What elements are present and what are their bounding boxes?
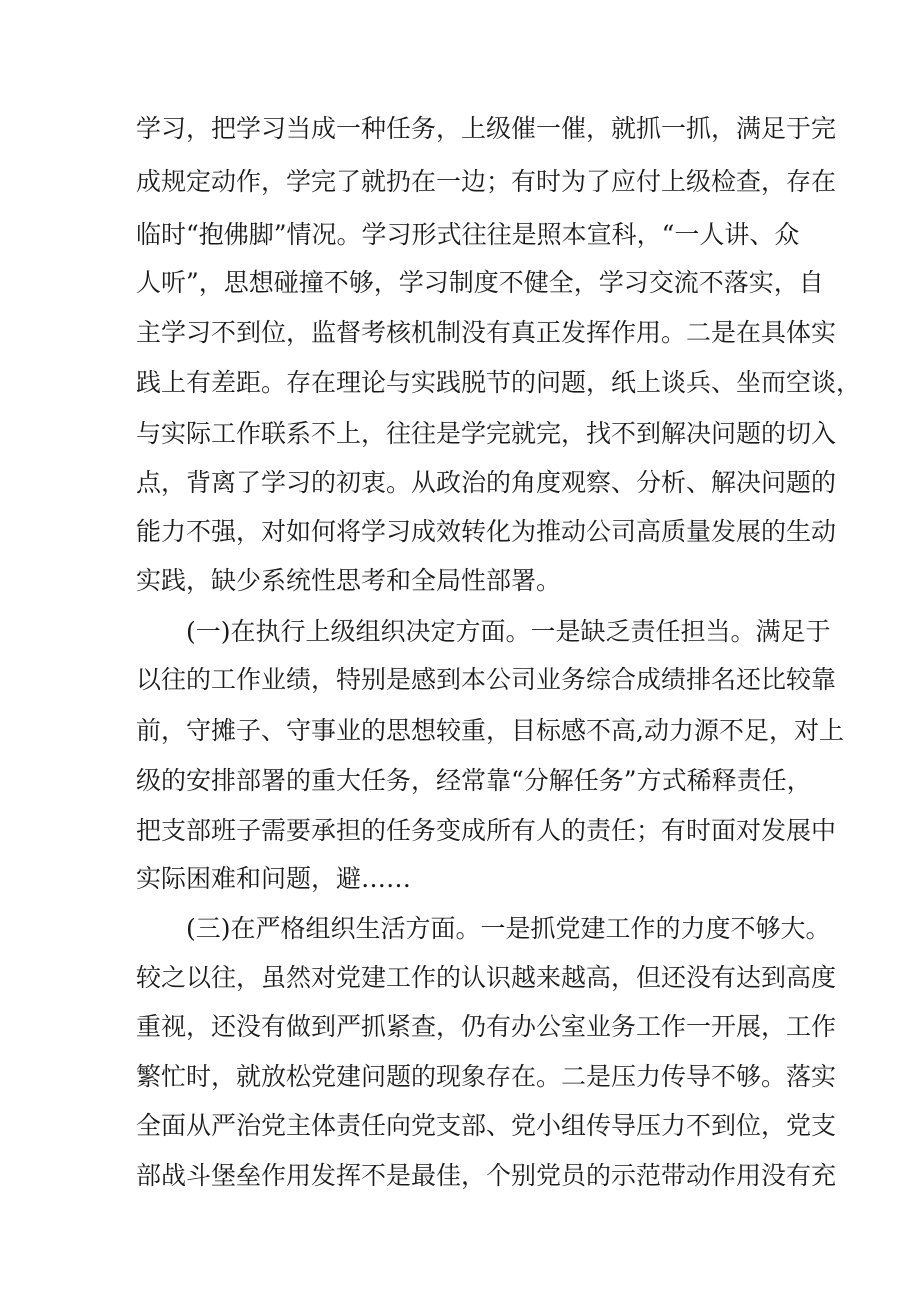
paragraph-1-line-9: 能力不强，对如何将学习成效转化为推动公司高质量发展的生动 (136, 517, 837, 546)
paragraph-1-line-2: 成规定动作，学完了就扔在一边；有时为了应付上级检查，存在 (136, 167, 837, 196)
paragraph-1-line-6: 践上有差距。存在理论与实践脱节的问题，纸上谈兵、坐而空谈， (136, 368, 862, 397)
paragraph-3-line-4: 繁忙时，就放松党建问题的现象存在。二是压力传导不够。落实 (136, 1062, 837, 1091)
paragraph-1-line-10: 实践，缺少系统性思考和全局性部署。 (136, 566, 562, 595)
paragraph-2-line-4: 级的安排部署的重大任务，经常靠“分解任务”方式稀释责任， (136, 766, 812, 795)
paragraph-3-line-2: 较之以往，虽然对党建工作的认识越来越高，但还没有达到高度 (136, 963, 837, 992)
paragraph-1-line-5: 主学习不到位，监督考核机制没有真正发挥作用。二是在具体实 (136, 318, 837, 347)
paragraph-3-line-3: 重视，还没有做到严抓紧查，仍有办公室业务工作一开展，工作 (136, 1012, 837, 1041)
paragraph-3-line-1: (三)在严格组织生活方面。一是抓党建工作的力度不够大。 (186, 914, 831, 943)
paragraph-2-line-6: 实际困难和问题，避…… (136, 864, 412, 893)
paragraph-2-line-1: (一)在执行上级组织决定方面。一是缺乏责任担当。满足于 (186, 617, 831, 646)
paragraph-1-line-3: 临时“抱佛脚”情况。学习形式往往是照本宣科，“一人讲、众 (136, 220, 800, 249)
paragraph-2-line-5: 把支部班子需要承担的任务变成所有人的责任；有时面对发展中 (136, 816, 837, 845)
paragraph-2-line-2: 以往的工作业绩，特别是感到本公司业务综合成绩排名还比较靠 (136, 665, 837, 694)
paragraph-1-line-4: 人听”，思想碰撞不够，学习制度不健全，学习交流不落实，自 (136, 268, 824, 297)
paragraph-2-line-3: 前，守摊子、守事业的思想较重，目标感不高,动力源不足，对上 (136, 716, 844, 745)
paragraph-3-line-6: 部战斗堡垒作用发挥不是最佳，个别党员的示范带动作用没有充 (136, 1161, 837, 1190)
paragraph-1-line-8: 点，背离了学习的初衷。从政治的角度观察、分析、解决问题的 (136, 468, 837, 497)
paragraph-3-line-5: 全面从严治党主体责任向党支部、党小组传导压力不到位，党支 (136, 1111, 837, 1140)
paragraph-1-line-1: 学习，把学习当成一种任务，上级催一催，就抓一抓，满足于完 (136, 114, 837, 143)
paragraph-1-line-7: 与实际工作联系不上，往往是学完就完，找不到解决问题的切入 (136, 419, 837, 448)
